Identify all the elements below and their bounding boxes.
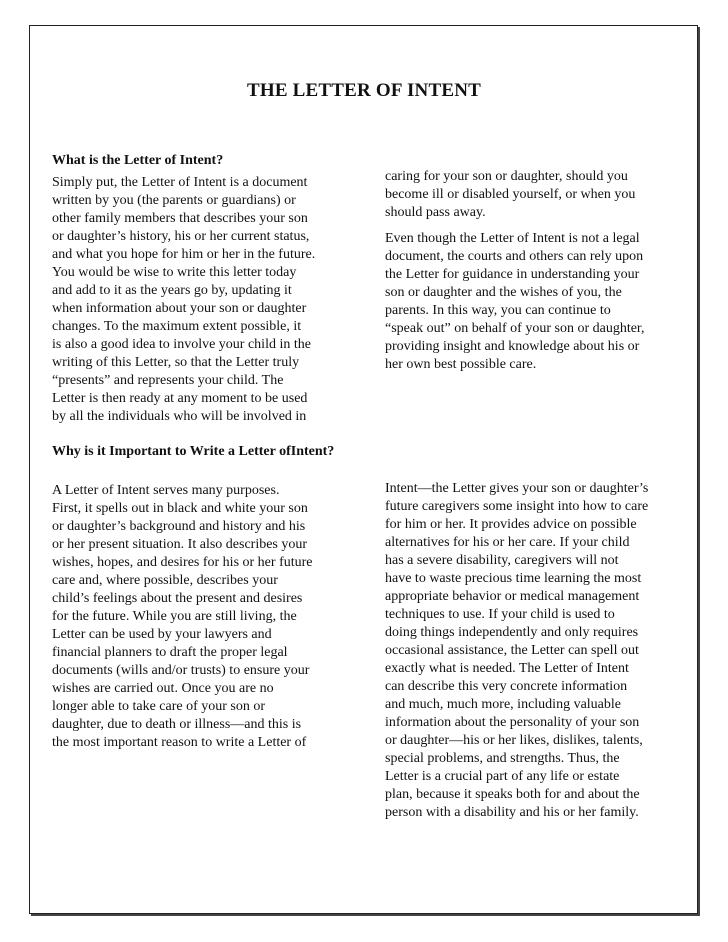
text-line: longer able to take care of your son or <box>52 699 266 714</box>
text-line: Letter can be used by your lawyers and <box>52 627 272 642</box>
text-line: has a severe disability, caregivers will not <box>385 553 619 568</box>
text-line: by all the individuals who will be involved in <box>52 409 307 424</box>
text-line: Intent—the Letter gives your son or daughter’s <box>385 481 649 496</box>
text-line: can describe this very concrete information <box>385 679 628 694</box>
text-line: or her present situation. It also describes your <box>52 537 308 552</box>
text-line: should pass away. <box>385 205 486 220</box>
text-line: and what you hope for him or her in the future. <box>52 247 316 262</box>
text-line: “speak out” on behalf of your son or daughter, <box>385 321 645 336</box>
text-line: A Letter of Intent serves many purposes. <box>52 483 280 498</box>
section2-left-column <box>52 482 352 752</box>
text-line: when information about your son or daughter <box>52 301 307 316</box>
text-line: Letter is a crucial part of any life or estate <box>385 769 620 784</box>
heading-line: Intent? <box>290 444 335 459</box>
text-line: her own best possible care. <box>385 357 537 372</box>
text-line: exactly what is needed. The Letter of Intent <box>385 661 629 676</box>
text-line: is also a good idea to involve your child in the <box>52 337 311 352</box>
text-line: special problems, and strengths. Thus, the <box>385 751 620 766</box>
text-line: become ill or disabled yourself, or when you <box>385 187 636 202</box>
text-line: Simply put, the Letter of Intent is a document <box>52 175 308 190</box>
text-line: written by you (the parents or guardians) or <box>52 193 296 208</box>
text-line: and add to it as the years go by, updating it <box>52 283 292 298</box>
text-line: or daughter’s background and history and his <box>52 519 306 534</box>
section-heading-what-is: What is the Letter of Intent? <box>52 153 224 168</box>
text-line: son or daughter and the wishes of you, the <box>385 285 622 300</box>
text-line: other family members that describes your son <box>52 211 308 226</box>
text-line: information about the personality of your son <box>385 715 640 730</box>
text-line: plan, because it speaks both for and about the <box>385 787 640 802</box>
section-heading-why-important <box>52 443 352 461</box>
text-line: Even though the Letter of Intent is not a legal <box>385 231 640 246</box>
document-title: THE LETTER OF INTENT <box>247 80 481 101</box>
text-line: Letter is then ready at any moment to be used <box>52 391 308 406</box>
text-line: financial planners to draft the proper legal <box>52 645 288 660</box>
text-line: care and, where possible, describes your <box>52 573 278 588</box>
text-line: First, it spells out in black and white your son <box>52 501 308 516</box>
text-line: caring for your son or daughter, should you <box>385 169 628 184</box>
heading-line: Why is it Important to Write a Letter of <box>52 444 291 459</box>
text-line: or daughter’s history, his or her current status, <box>52 229 310 244</box>
text-line: document, the courts and others can rely upon <box>385 249 644 264</box>
text-line: techniques to use. If your child is used to <box>385 607 615 622</box>
text-line: You would be wise to write this letter today <box>52 265 297 280</box>
text-line: wishes, hopes, and desires for his or her future <box>52 555 313 570</box>
text-line: the Letter for guidance in understanding your <box>385 267 640 282</box>
section1-right-paragraph-2 <box>385 230 685 374</box>
text-line: future caregivers some insight into how to care <box>385 499 649 514</box>
text-line: child’s feelings about the present and desires <box>52 591 303 606</box>
text-line: wishes are carried out. Once you are no <box>52 681 274 696</box>
text-line: changes. To the maximum extent possible, it <box>52 319 302 334</box>
text-line: occasional assistance, the Letter can spell out <box>385 643 639 658</box>
text-line: for the future. While you are still living, the <box>52 609 297 624</box>
section1-right-paragraph-1 <box>385 168 685 222</box>
text-line: for him or her. It provides advice on possible <box>385 517 637 532</box>
text-line: doing things independently and only requires <box>385 625 639 640</box>
text-line: daughter, due to death or illness—and this is <box>52 717 302 732</box>
text-line: and much, much more, including valuable <box>385 697 621 712</box>
text-line: parents. In this way, you can continue to <box>385 303 611 318</box>
section1-right-column <box>385 168 685 374</box>
text-line: have to waste precious time learning the most <box>385 571 642 586</box>
text-line: “presents” and represents your child. The <box>52 373 284 388</box>
text-line: documents (wills and/or trusts) to ensure your <box>52 663 310 678</box>
text-line: or daughter—his or her likes, dislikes, talents, <box>385 733 643 748</box>
text-line: person with a disability and his or her family. <box>385 805 639 820</box>
text-line: the most important reason to write a Letter of <box>52 735 307 750</box>
text-line: writing of this Letter, so that the Letter truly <box>52 355 300 370</box>
text-line: alternatives for his or her care. If your child <box>385 535 630 550</box>
section1-left-column <box>52 174 352 426</box>
text-line: providing insight and knowledge about his or <box>385 339 640 354</box>
section2-right-column <box>385 480 685 822</box>
text-line: appropriate behavior or medical management <box>385 589 640 604</box>
